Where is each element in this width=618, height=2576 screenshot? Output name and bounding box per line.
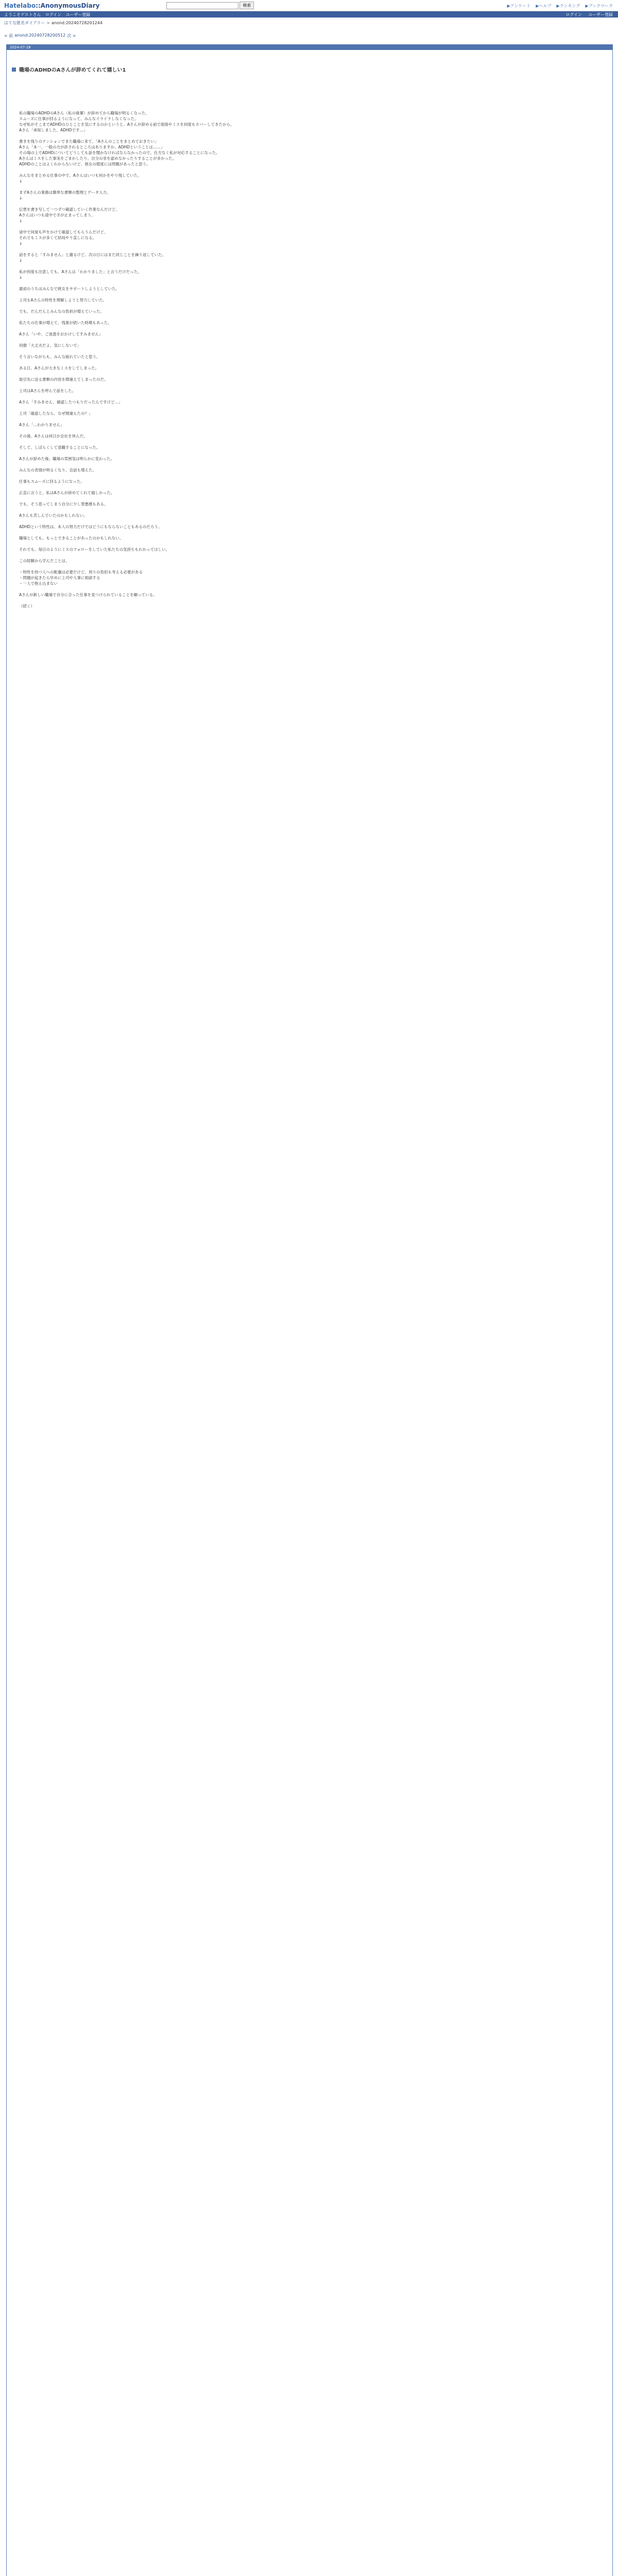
sub-bar [0, 11, 618, 18]
welcome-text: ようこそゲストさん [4, 12, 41, 17]
pager-next[interactable]: 次 > [67, 33, 76, 38]
breadcrumb-site[interactable]: はてな匿名ダイアリー [4, 21, 45, 25]
title-marker-icon [12, 67, 16, 72]
search-input[interactable] [166, 2, 238, 9]
search-button[interactable]: 検索 [239, 2, 254, 9]
login-link-right[interactable]: ログイン [565, 12, 582, 17]
entry-title-text[interactable]: 職場のADHDのAさんが辞めてくれて嬉しい1 [19, 67, 126, 73]
nav-bookmark[interactable]: ▶ブックマーク [585, 4, 613, 8]
register-link[interactable]: ユーザー登録 [65, 12, 91, 17]
top-nav [507, 3, 613, 9]
site-logo[interactable]: Hatelabo::AnonymousDiary [4, 2, 100, 9]
top-bar [0, 0, 618, 11]
pager-current[interactable]: anond:20240728200512 [14, 33, 66, 38]
breadcrumb [4, 20, 102, 26]
breadcrumb-separator: > [46, 21, 50, 25]
pager [4, 33, 76, 39]
register-link-right[interactable]: ユーザー登録 [588, 12, 613, 17]
breadcrumb-current: anond:20240728201244 [51, 21, 102, 25]
nav-survey[interactable]: ▶アンケート [507, 4, 531, 8]
nav-help[interactable]: ▶ヘルプ [536, 4, 552, 8]
login-link[interactable]: ログイン [45, 12, 62, 17]
pager-prev[interactable]: < 前 [4, 33, 13, 38]
entry-date: 2024-07-28 [7, 45, 612, 50]
entry-body: 私の職場のADHDのAさん（私の後輩）が辞めてから職場が明るくなった。 スムーズに仕事が回るようになって、みんなイライラしなくなった。 なぜ私がそこまでADHDのひとことを気にするのかというと、Aさんが辞める前で面接やミスを何度もカバーしてきたから。 Aさん「承知しました、ADHDです…」 書きを残りのテンションでまた職場に来て、「Aさんのことをまとめておきたい」 Aさん「本一、一般の方が許されるところはありますか、ADHDということは……」 その場の上でADHDについてどうしても話を聞かなければならなかったので、仕方なく私が対応することになった。 Aさんはミスをした事実をごまかしたり、自分の非を認めなかったりすることが多かった。 ADHDのことはよくわからないけど、彼女の態度には問題があったと思う。 みんなをまとめる仕事の中で、Aさんはいつも何かをやり残していた。 ↓ まずAさんの業務は簡単な書類の整理とデータ入力。 ↓ 伝票を書き写して一つずつ確認していく作業なんだけど、 Aさんはいつも途中で手が止まってしまう。 ↓ 途中で何度も声をかけて確認してもらうんだけど、 それでもミスが多くて結局やり直しになる。 ↓ 話をすると「すみません」と謝るけど、次の日にはまた同じことを繰り返していた。 ↓ 私が何度も注意しても、Aさんは「わかりました」と言うだけだった。 ↓ 最初のうちはみんなで彼女をサポートしようとしていた。 上司もAさんの特性を理解しようと努力していた。 でも、だんだんとみんなの負担が増えていった。 私たちの仕事が増えて、残業が続いた時期もあった。 Aさん「いや、ご迷惑をおかけしてすみません」 同僚「大丈夫だよ、気にしないで」 そう言いながらも、みんな疲れていたと思う。 ある日、Aさんが大きなミスをしてしまった。 取引先に送る書類の内容を間違えてしまったのだ。 上司はAさんを呼んで話をした。 Aさん「すみません、確認したつもりだったんですけど…」 上司「確認したなら、なぜ間違えたの？」 Aさん「…わかりません」 その後、Aさんは何日か会社を休んだ。 そして、しばらくして退職することになった。 Aさんが辞めた後、職場の雰囲気は明らかに変わった。 みんなの表情が明るくなり、会話も増えた。 仕事もスムーズに回るようになった。 正直に言うと、私はAさんが辞めてくれて嬉しかった。 でも、そう思ってしまう自分に少し罪悪感もある。 Aさんも苦しんでいたのかもしれない。 ADHDという特性は、本人の努力だけではどうにもならないこともあるのだろう。 職場としても、もっとできることがあったのかもしれない。 それでも、毎日のようにミスのフォローをしていた私たちの気持ちもわかってほしい。 この経験から学んだことは、 ・特性を持つ人への配慮は必要だけど、周りの負担も考える必要がある ・問題が起きたら早めに上司や人事に相談する ・一人で抱え込まない Aさんが新しい職場で自分に合った仕事を見つけられていることを願っている。 （続く） [19, 111, 234, 608]
nav-ranking[interactable]: ▶ランキング [556, 4, 580, 8]
search-area [166, 2, 254, 9]
entry-title [7, 50, 612, 73]
entry-section [6, 44, 613, 2576]
